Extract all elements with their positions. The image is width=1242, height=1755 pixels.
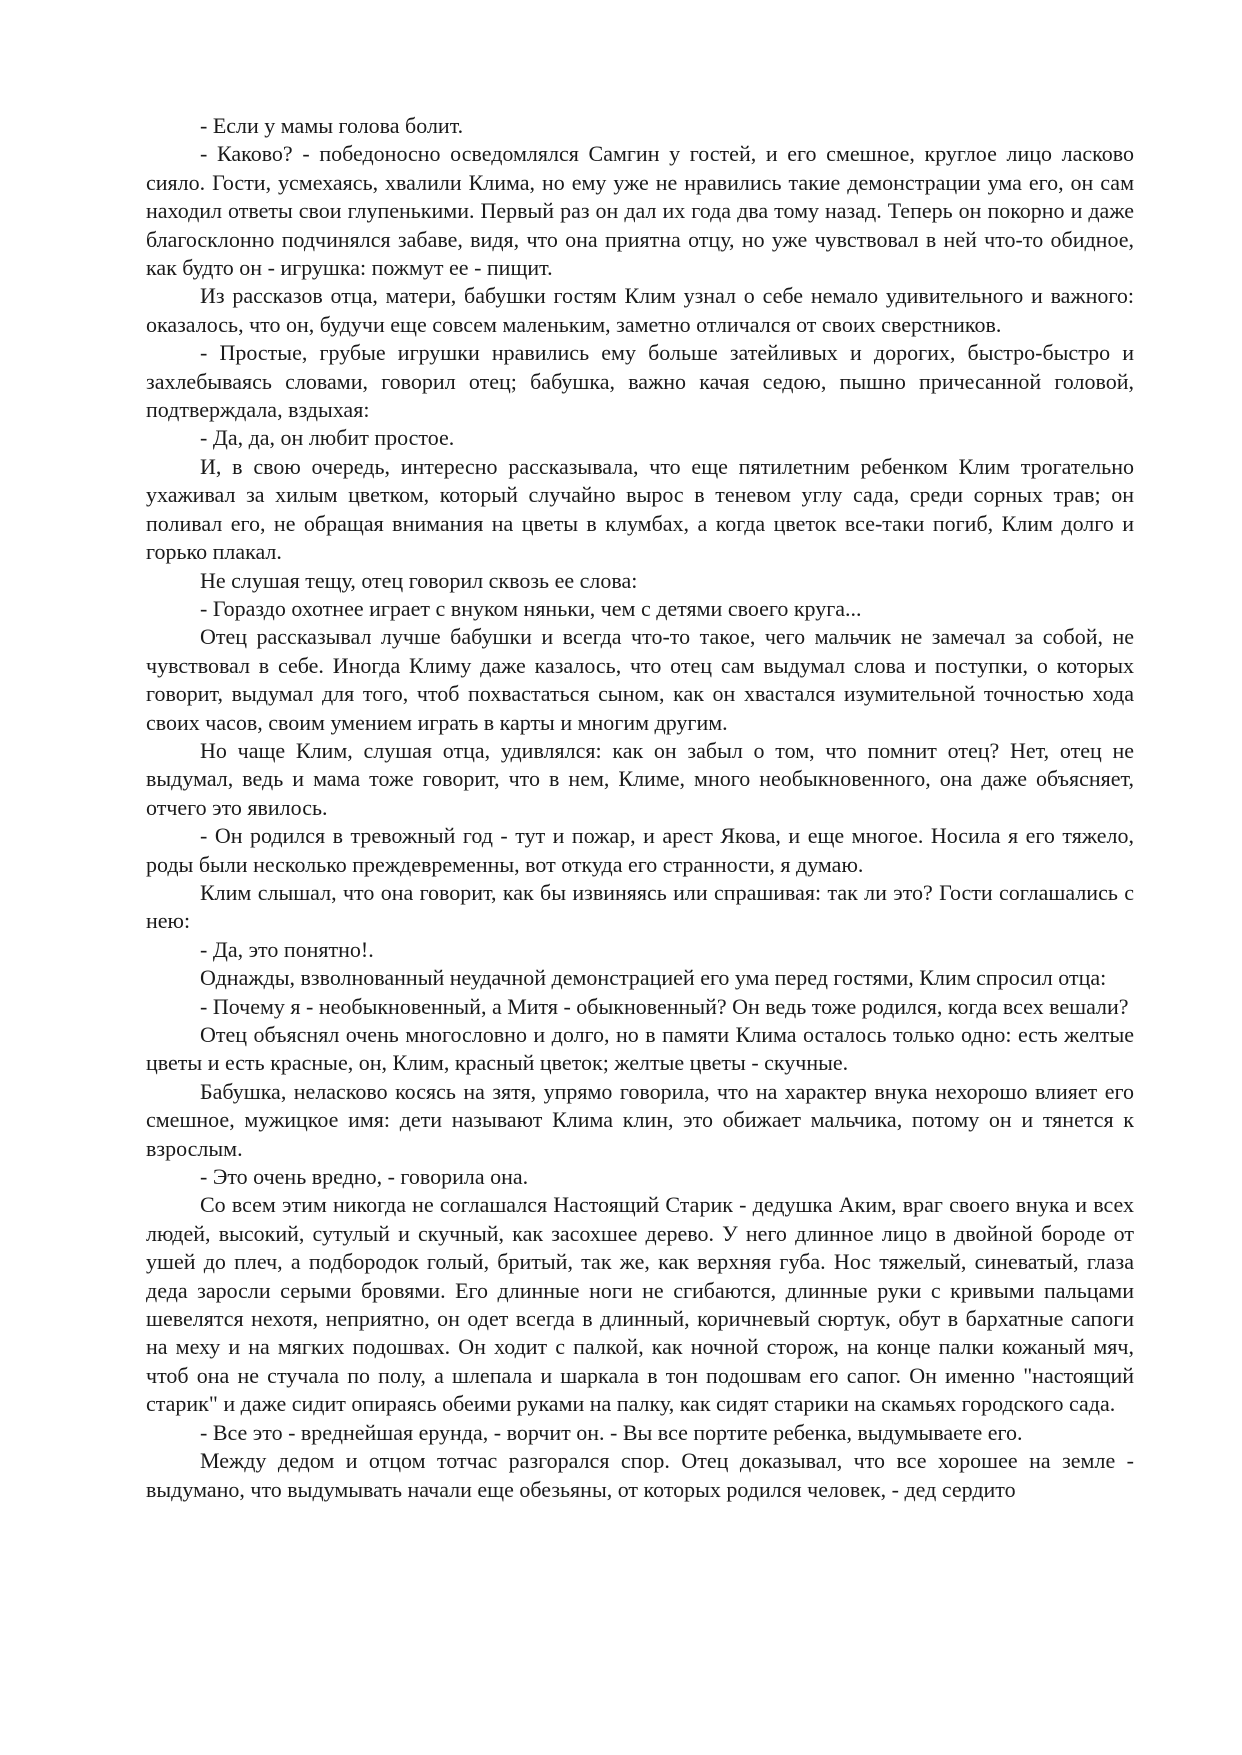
paragraph-11: - Он родился в тревожный год - тут и пожар, и арест Якова, и еще многое. Носила я его тяжело, роды были несколько преждевременны, вот откуда его странности, я думаю. (146, 823, 1134, 877)
paragraph-3: Из рассказов отца, матери, бабушки гостям Клим узнал о себе немало удивительного и важного: оказалось, что он, будучи еще совсем маленьким, заметно отличался от своих сверстников. (146, 283, 1134, 337)
paragraph-16: Отец объяснял очень многословно и долго, но в памяти Клима осталось только одно: есть желтые цветы и есть красные, он, Клим, красный цветок; желтые цветы - скучные. (146, 1022, 1134, 1076)
paragraph-6: И, в свою очередь, интересно рассказывала, что еще пятилетним ребенком Клим трогательно ухаживал за хилым цветком, который случайно вырос в теневом углу сада, среди сорных трав; он поливал его, не обращая внимания на цветы в клумбах, а когда цветок все-таки погиб, Клим долго и горько плакал. (146, 453, 1134, 565)
paragraph-20: - Все это - вреднейшая ерунда, - ворчит он. - Вы все портите ребенка, выдумываете его. (200, 1419, 1023, 1445)
paragraph-15: - Почему я - необыкновенный, а Митя - обыкновенный? Он ведь тоже родился, когда всех вешали? (200, 993, 1129, 1019)
paragraph-18: - Это очень вредно, - говорила она. (200, 1164, 529, 1190)
paragraph-4: - Простые, грубые игрушки нравились ему больше затейливых и дорогих, быстро-быстро и захлебываясь словами, говорил отец; бабушка, важно качая седою, пышно причесанной головой, подтверждала, вздыхая: (146, 340, 1134, 423)
paragraph-1: - Если у мамы голова болит. (200, 113, 464, 138)
paragraph-21: Между дедом и отцом тотчас разгорался спор. Отец доказывал, что все хорошее на земле - выдумано, что выдумывать начали еще обезьяны, от которых родился человек, - дед сердито (146, 1448, 1134, 1502)
paragraph-17: Бабушка, неласково косясь на зятя, упрямо говорила, что на характер внука нехорошо влияет его смешное, мужицкое имя: дети называют Клима клин, это обижает мальчика, потому он и тянется к взрослым. (146, 1078, 1134, 1161)
paragraph-12: Клим слышал, что она говорит, как бы извиняясь или спрашивая: так ли это? Гости соглашались с нею: (146, 879, 1134, 934)
paragraph-7: Не слушая тещу, отец говорил сквозь ее слова: (200, 567, 638, 593)
paragraph-5: - Да, да, он любит простое. (200, 425, 455, 451)
paragraph-2: - Каково? - победоносно осведомлялся Самгин у гостей, и его смешное, круглое лицо ласково сияло. Гости, усмехаясь, хвалили Клима, но ему уже не нравились такие демонстрации ума его, он сам находил ответы свои глупенькими. Первый раз он дал их года два тому назад. Теперь он покорно и даже благосклонно подчинялся забаве, видя, что она приятна отцу, но уже чувствовал в ней что-то обидное, как будто он - игрушка: пожмут ее - пищит. (146, 141, 1134, 281)
paragraph-8: - Гораздо охотнее играет с внуком няньки, чем с детями своего круга... (200, 595, 862, 621)
paragraph-14: Однажды, взволнованный неудачной демонстрацией его ума перед гостями, Клим спросил отца: (200, 965, 1107, 991)
paragraph-10: Но чаще Клим, слушая отца, удивлялся: как он забыл о том, что помнит отец? Нет, отец не выдумал, ведь и мама тоже говорит, что в нем, Климе, много необыкновенного, она даже объясняет, отчего это явилось. (146, 737, 1134, 820)
paragraph-19: Со всем этим никогда не соглашался Настоящий Старик - дедушка Аким, враг своего внука и всех людей, высокий, сутулый и скучный, как засохшее дерево. У него длинное лицо в двойной бороде от ушей до плеч, а подбородок голый, бритый, так же, как верхняя губа. Нос тяжелый, синеватый, глаза деда заросли серыми бровями. Его длинные ноги не сгибаются, длинные руки с кривыми пальцами шевелятся нехотя, неприятно, он одет всегда в длинный, коричневый сюртук, обут в бархатные сапоги на меху и на мягких подошвах. Он ходит с палкой, как ночной сторож, на конце палки кожаный мяч, чтоб она не стучала по полу, а шлепала и шаркала в тон подошвам его сапог. Он именно "настоящий старик" и даже сидит опираясь обеими руками на палку, как сидят старики на скамьях городского сада. (146, 1192, 1134, 1417)
text-body (146, 112, 1134, 1504)
paragraph-9: Отец рассказывал лучше бабушки и всегда что-то такое, чего мальчик не замечал за собой, не чувствовал в себе. Иногда Климу даже казалось, что отец сам выдумал слова и поступки, о которых говорит, выдумал для того, чтоб похвастаться сыном, как он хвастался изумительной точностью хода своих часов, своим умением играть в карты и многим другим. (146, 624, 1134, 735)
paragraph-13: - Да, это понятно!. (200, 936, 374, 962)
